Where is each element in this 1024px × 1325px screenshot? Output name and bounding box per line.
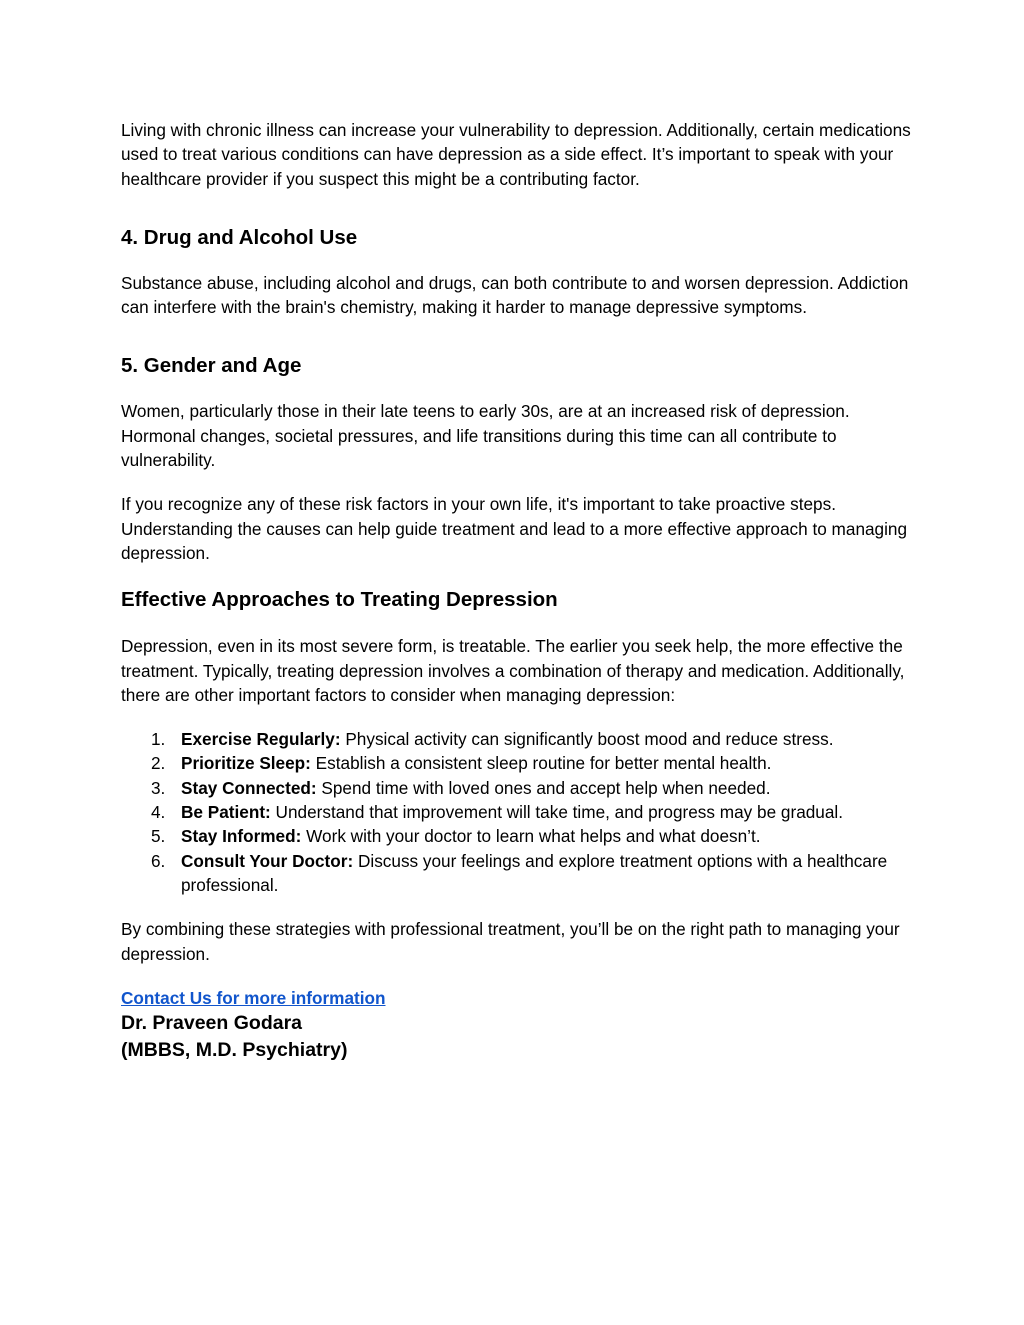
- list-number: 1.: [151, 729, 166, 750]
- list-item-title: Exercise Regularly:: [181, 729, 341, 750]
- list-item: [121, 776, 911, 800]
- list-number: 4.: [151, 802, 166, 823]
- list-item-text: Discuss your feelings and explore treatment options with a healthcare professional.: [181, 850, 888, 895]
- list-item-text: Establish a consistent sleep routine for better mental health.: [310, 753, 772, 774]
- gender-age-heading: 5. Gender and Age: [121, 354, 302, 378]
- list-number: 6.: [151, 850, 166, 871]
- list-number: 2.: [151, 753, 166, 774]
- chronic-illness-paragraph: Living with chronic illness can increase your vulnerability to depression. Additionally, certain medications used to treat various conditions can have depression as a side effect. It’s important to speak with your healthcare provider if you suspect this might be a contributing factor.: [121, 120, 911, 189]
- drug-alcohol-heading: 4. Drug and Alcohol Use: [121, 225, 358, 249]
- list-item-title: Consult Your Doctor:: [181, 850, 354, 871]
- recognize-paragraph: If you recognize any of these risk factors in your own life, it's important to take proactive steps. Understanding the causes can help guide treatment and lead to a more effective approach to managing depression.: [121, 494, 908, 563]
- treatable-paragraph: Depression, even in its most severe form, is treatable. The earlier you seek help, the more effective the treatment. Typically, treating depression involves a combination of therapy and medication. Additionally, there are other important factors to consider when managing depression:: [121, 636, 905, 705]
- list-item: [121, 800, 911, 824]
- contact-us-link[interactable]: Contact Us for more information: [121, 987, 386, 1008]
- list-number: 5.: [151, 826, 166, 847]
- list-item: [121, 727, 911, 751]
- list-number: 3.: [151, 777, 166, 798]
- list-item: [121, 751, 911, 775]
- document-page: [121, 118, 911, 1064]
- list-item-title: Prioritize Sleep:: [181, 753, 311, 774]
- list-item-title: Stay Connected:: [181, 777, 317, 798]
- list-item: [121, 824, 911, 848]
- list-item-text: Spend time with loved ones and accept help when needed.: [316, 777, 771, 798]
- list-item-title: Be Patient:: [181, 802, 271, 823]
- list-item: [121, 849, 911, 898]
- drug-alcohol-paragraph: Substance abuse, including alcohol and drugs, can both contribute to and worsen depression. Addiction can interfere with the brain's chemistry, making it harder to manage depressive symptoms.: [121, 272, 909, 318]
- strategies-list: [121, 727, 911, 897]
- doctor-name: Dr. Praveen Godara: [121, 1011, 303, 1034]
- combining-paragraph: By combining these strategies with professional treatment, you’ll be on the right path to managing your depression.: [121, 919, 900, 964]
- list-item-text: Physical activity can significantly boost mood and reduce stress.: [340, 729, 834, 750]
- list-item-text: Understand that improvement will take time, and progress may be gradual.: [270, 802, 844, 823]
- gender-age-paragraph: Women, particularly those in their late teens to early 30s, are at an increased risk of depression. Hormonal changes, societal pressures, and life transitions during this time can all contribute to vulnerability.: [121, 401, 850, 471]
- doctor-credentials: (MBBS, M.D. Psychiatry): [121, 1038, 348, 1061]
- list-item-title: Stay Informed:: [181, 826, 302, 847]
- list-item-text: Work with your doctor to learn what helps and what doesn’t.: [301, 826, 761, 847]
- effective-approaches-heading: Effective Approaches to Treating Depression: [121, 588, 558, 612]
